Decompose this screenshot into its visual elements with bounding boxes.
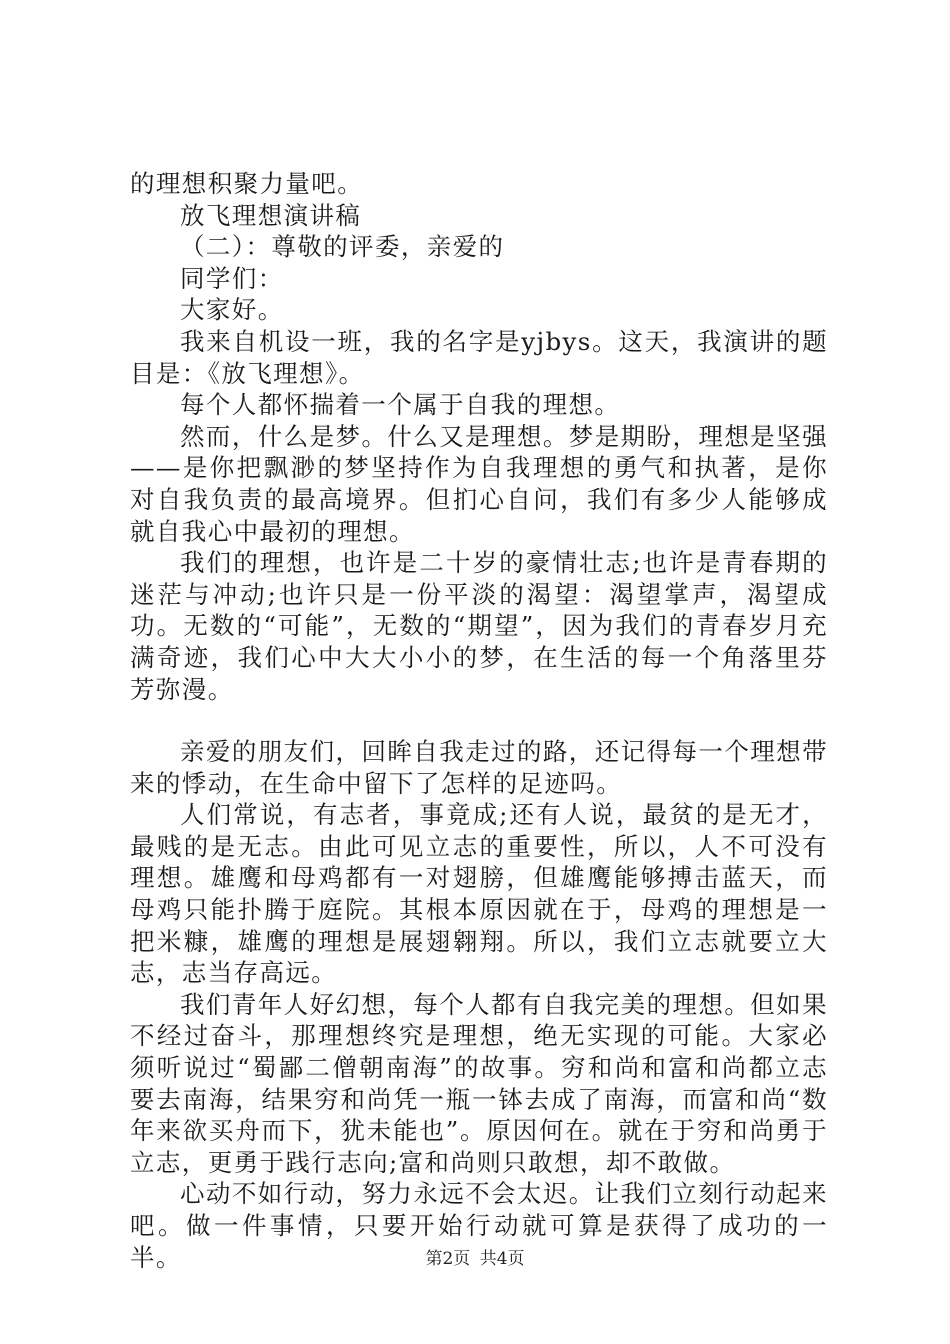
paragraph: 人们常说，有志者，事竟成;还有人说，最贫的是无才，最贱的是无志。由此可见立志的重要性，所以，人不可没有理想。雄鹰和母鸡都有一对翅膀，但雄鹰能够搏击蓝天，而母鸡只能扑腾于庭院。其根本原因就在于，母鸡的理想是一把米糠，雄鹰的理想是展翅翱翔。所以，我们立志就要立大志，志当存高远。 <box>130 800 828 988</box>
page-total: 共4页 <box>479 1249 525 1269</box>
paragraph: 同学们： <box>180 263 284 293</box>
paragraph: 我们的理想，也许是二十岁的豪情壮志;也许是青春期的迷茫与冲动;也许只是一份平淡的渴望：渴望掌声，渴望成功。无数的“可能”，无数的“期望”，因为我们的青春岁月充满奇迹，我们心中大大小小的梦，在生活的每一个角落里芬芳弥漫。 <box>130 548 828 704</box>
paragraph: 大家好。 <box>180 295 284 325</box>
paragraph: 的理想积聚力量吧。 <box>130 169 364 198</box>
paragraph: 亲爱的朋友们，回眸自我走过的路，还记得每一个理想带来的悸动，在生命中留下了怎样的足迹吗。 <box>130 737 828 798</box>
paragraph: 心动不如行动，努力永远不会太迟。让我们立刻行动起来吧。做一件事情，只要开始行动就可算是获得了成功的一半。 <box>130 1179 828 1272</box>
paragraph: 然而，什么是梦。什么又是理想。梦是期盼，理想是坚强——是你把飘渺的梦坚持作为自我理想的勇气和执著，是你对自我负责的最高境界。但扪心自问，我们有多少人能够成就自我心中最初的理想。 <box>130 421 828 546</box>
paragraph: 我来自机设一班，我的名字是yjbys。这天，我演讲的题目是：《放飞理想》。 <box>130 326 828 388</box>
page-number: 第2页 <box>425 1249 471 1269</box>
paragraph: 放飞理想演讲稿 <box>180 200 362 230</box>
page-footer <box>0 1244 950 1269</box>
paragraph: 我们青年人好幻想，每个人都有自我完美的理想。但如果不经过奋斗，那理想终究是理想，绝无实现的可能。大家必须听说过“蜀鄙二僧朝南海”的故事。穷和尚和富和尚都立志要去南海，结果穷和尚凭一瓶一钵去成了南海，而富和尚“数年来欲买舟而下，犹未能也”。原因何在。就在于穷和尚勇于立志，更勇于践行志向;富和尚则只敢想，却不敢做。 <box>130 989 828 1177</box>
document-body <box>130 168 828 1273</box>
paragraph: 每个人都怀揣着一个属于自我的理想。 <box>180 390 621 420</box>
paragraph: （二）：尊敬的评委，亲爱的 <box>180 232 505 262</box>
